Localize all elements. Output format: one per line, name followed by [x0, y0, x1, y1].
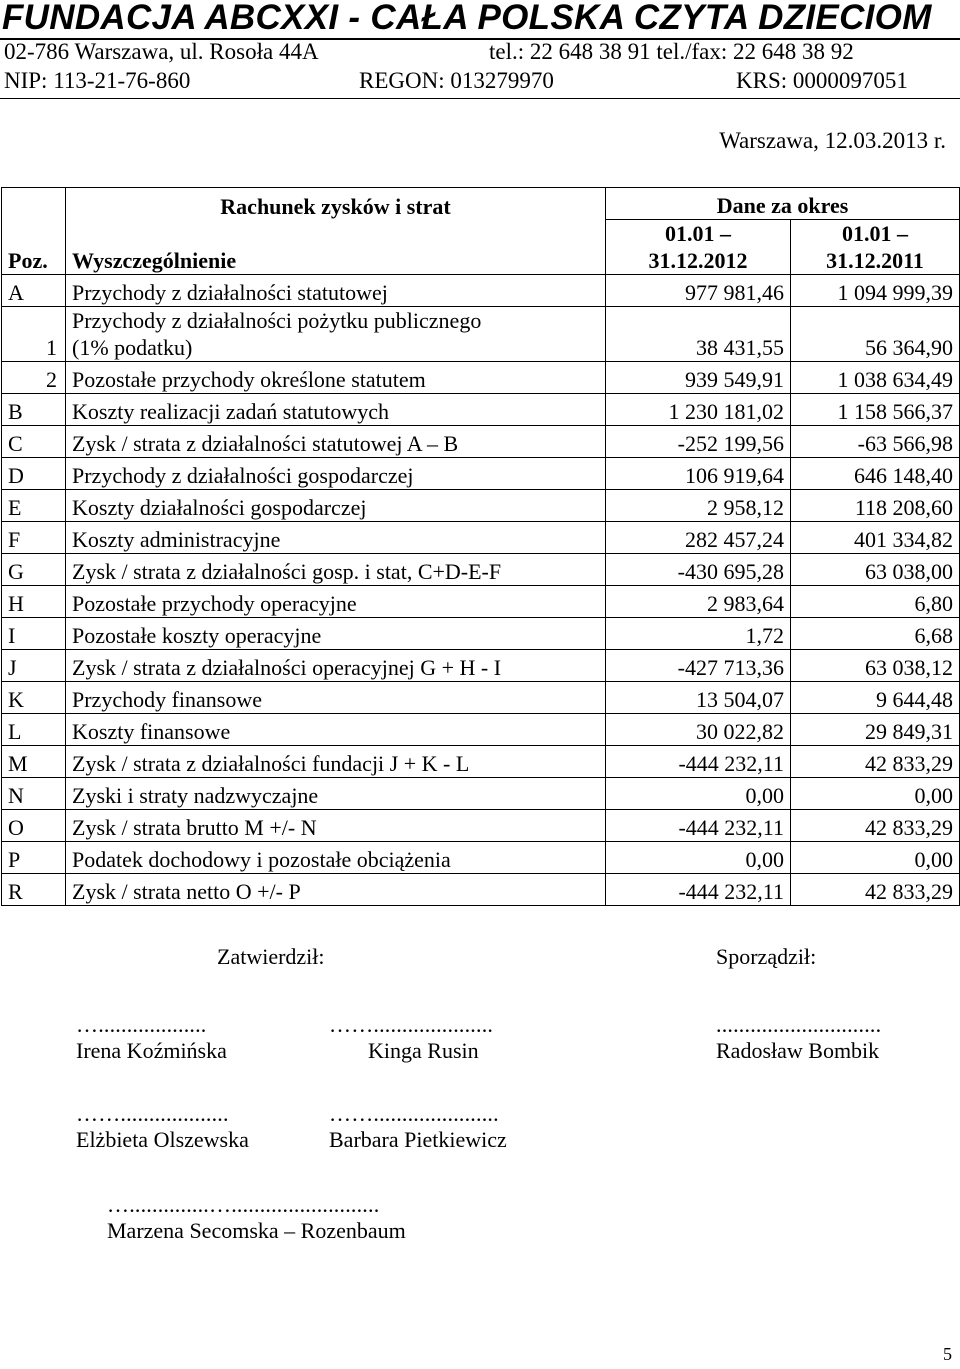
value-2012: -427 713,36: [606, 650, 791, 682]
value-2012: 1,72: [606, 618, 791, 650]
value-2012: -252 199,56: [606, 426, 791, 458]
signature-line: .............................: [716, 1012, 882, 1037]
approved-by-label: Zatwierdził:: [217, 944, 325, 969]
table-row: [2, 650, 960, 682]
value-2011: 42 833,29: [791, 746, 960, 778]
contact-row: [4, 38, 948, 66]
row-position: A: [2, 275, 66, 307]
value-2012: 30 022,82: [606, 714, 791, 746]
header-bottom-divider: [0, 98, 960, 99]
document-date: Warszawa, 12.03.2013 r.: [719, 128, 946, 153]
value-2011: 646 148,40: [791, 458, 960, 490]
nip-number: NIP: 113-21-76-860: [4, 68, 191, 93]
table-row: [2, 810, 960, 842]
value-2012: 977 981,46: [606, 275, 791, 307]
row-description: [66, 307, 606, 362]
row-description: Zysk / strata netto O +/- P: [66, 874, 606, 906]
registry-row: [4, 67, 948, 95]
row-position: R: [2, 874, 66, 906]
signer-name: Marzena Secomska – Rozenbaum: [107, 1218, 406, 1243]
row-description: Zysk / strata z działalności fundacji J + K - L: [66, 746, 606, 778]
row-description: Koszty finansowe: [66, 714, 606, 746]
row-description: Koszty administracyjne: [66, 522, 606, 554]
value-2011: 1 158 566,37: [791, 394, 960, 426]
row-description-line2: (1% podatku): [72, 335, 193, 360]
value-2011: 63 038,12: [791, 650, 960, 682]
signer-name: Irena Koźmińska: [76, 1038, 227, 1063]
row-description: Przychody finansowe: [66, 682, 606, 714]
row-position: B: [2, 394, 66, 426]
row-position: H: [2, 586, 66, 618]
table-row: [2, 307, 960, 362]
row-description: Pozostałe przychody określone statutem: [66, 362, 606, 394]
period-header: Dane za okres: [606, 188, 960, 220]
regon-number: REGON: 013279970: [359, 68, 554, 93]
prepared-by-label: Sporządził:: [716, 944, 817, 969]
signer-name: Kinga Rusin: [368, 1038, 479, 1063]
table-row: [2, 394, 960, 426]
value-2012: -430 695,28: [606, 554, 791, 586]
signature-line: …….....................: [329, 1012, 494, 1037]
table-row: [2, 458, 960, 490]
organization-name: FUNDACJA ABCXXI - CAŁA POLSKA CZYTA DZIECIOM: [2, 0, 932, 37]
row-description: Podatek dochodowy i pozostałe obciążenia: [66, 842, 606, 874]
column-header-description: Wyszczególnienie: [66, 220, 606, 275]
table-row: [2, 490, 960, 522]
period-end-2011: 31.12.2011: [826, 248, 924, 273]
table-row: [2, 522, 960, 554]
column-header-2011: [791, 220, 960, 275]
row-description: Zysk / strata z działalności statutowej A – B: [66, 426, 606, 458]
value-2012: 0,00: [606, 778, 791, 810]
column-header-2012: [606, 220, 791, 275]
value-2011: 6,80: [791, 586, 960, 618]
signer-name: Elżbieta Olszewska: [76, 1127, 249, 1152]
phone-fax: tel.: 22 648 38 91 tel./fax: 22 648 38 92: [489, 39, 854, 64]
row-position: K: [2, 682, 66, 714]
row-position: M: [2, 746, 66, 778]
value-2012: 0,00: [606, 842, 791, 874]
row-description-line1: Przychody z działalności pożytku publicznego: [72, 308, 482, 333]
table-row: [2, 554, 960, 586]
value-2011: 401 334,82: [791, 522, 960, 554]
period-start-2012: 01.01 –: [665, 221, 731, 246]
table-row: [2, 746, 960, 778]
signature-line: ……......................: [329, 1101, 499, 1126]
table-title: Rachunek zysków i strat: [66, 188, 606, 220]
row-description: Przychody z działalności statutowej: [66, 275, 606, 307]
table-row: [2, 275, 960, 307]
table-row: [2, 586, 960, 618]
value-2011: 0,00: [791, 778, 960, 810]
page-number: 5: [943, 1344, 952, 1364]
signer-name: Barbara Pietkiewicz: [329, 1127, 507, 1152]
column-header-poz: Poz.: [2, 188, 66, 275]
row-description: Zysk / strata z działalności operacyjnej G + H - I: [66, 650, 606, 682]
row-description: Przychody z działalności gospodarczej: [66, 458, 606, 490]
table-row: [2, 362, 960, 394]
row-position: G: [2, 554, 66, 586]
row-position: O: [2, 810, 66, 842]
value-2012: -444 232,11: [606, 874, 791, 906]
value-2011: 0,00: [791, 842, 960, 874]
signature-line: …...................: [76, 1012, 207, 1037]
row-position: 2: [2, 362, 66, 394]
value-2011: 6,68: [791, 618, 960, 650]
value-2012: 1 230 181,02: [606, 394, 791, 426]
row-position: N: [2, 778, 66, 810]
row-position: I: [2, 618, 66, 650]
signer-name: Radosław Bombik: [716, 1038, 880, 1063]
row-position: C: [2, 426, 66, 458]
period-end-2012: 31.12.2012: [648, 248, 748, 273]
profit-loss-table: [1, 187, 960, 906]
row-description: Pozostałe przychody operacyjne: [66, 586, 606, 618]
table-row: [2, 778, 960, 810]
value-2011: 118 208,60: [791, 490, 960, 522]
signature-line: …..............…..........................: [107, 1192, 380, 1217]
row-position: L: [2, 714, 66, 746]
value-2011: 42 833,29: [791, 874, 960, 906]
row-position: 1: [2, 307, 66, 362]
table-row: [2, 714, 960, 746]
value-2011: 42 833,29: [791, 810, 960, 842]
row-position: J: [2, 650, 66, 682]
value-2012: 282 457,24: [606, 522, 791, 554]
value-2011: 9 644,48: [791, 682, 960, 714]
table-row: [2, 682, 960, 714]
table-row: [2, 426, 960, 458]
row-position: F: [2, 522, 66, 554]
signature-line: ……...................: [76, 1101, 229, 1126]
row-description: Zyski i straty nadzwyczajne: [66, 778, 606, 810]
value-2012: 939 549,91: [606, 362, 791, 394]
row-position: P: [2, 842, 66, 874]
row-description: Pozostałe koszty operacyjne: [66, 618, 606, 650]
row-description: Zysk / strata z działalności gosp. i stat, C+D-E-F: [66, 554, 606, 586]
value-2012: -444 232,11: [606, 746, 791, 778]
row-position: D: [2, 458, 66, 490]
table-row: [2, 874, 960, 906]
krs-number: KRS: 0000097051: [736, 68, 908, 93]
value-2012: 13 504,07: [606, 682, 791, 714]
value-2011: 1 038 634,49: [791, 362, 960, 394]
table-row: [2, 842, 960, 874]
value-2011: 56 364,90: [791, 307, 960, 362]
value-2011: -63 566,98: [791, 426, 960, 458]
value-2012: 2 958,12: [606, 490, 791, 522]
value-2012: 106 919,64: [606, 458, 791, 490]
row-description: Koszty działalności gospodarczej: [66, 490, 606, 522]
value-2012: -444 232,11: [606, 810, 791, 842]
row-description: Zysk / strata brutto M +/- N: [66, 810, 606, 842]
value-2011: 1 094 999,39: [791, 275, 960, 307]
value-2012: 38 431,55: [606, 307, 791, 362]
value-2012: 2 983,64: [606, 586, 791, 618]
value-2011: 29 849,31: [791, 714, 960, 746]
value-2011: 63 038,00: [791, 554, 960, 586]
row-position: E: [2, 490, 66, 522]
address: 02-786 Warszawa, ul. Rosoła 44A: [4, 39, 319, 64]
table-row: [2, 618, 960, 650]
period-start-2011: 01.01 –: [842, 221, 908, 246]
row-description: Koszty realizacji zadań statutowych: [66, 394, 606, 426]
